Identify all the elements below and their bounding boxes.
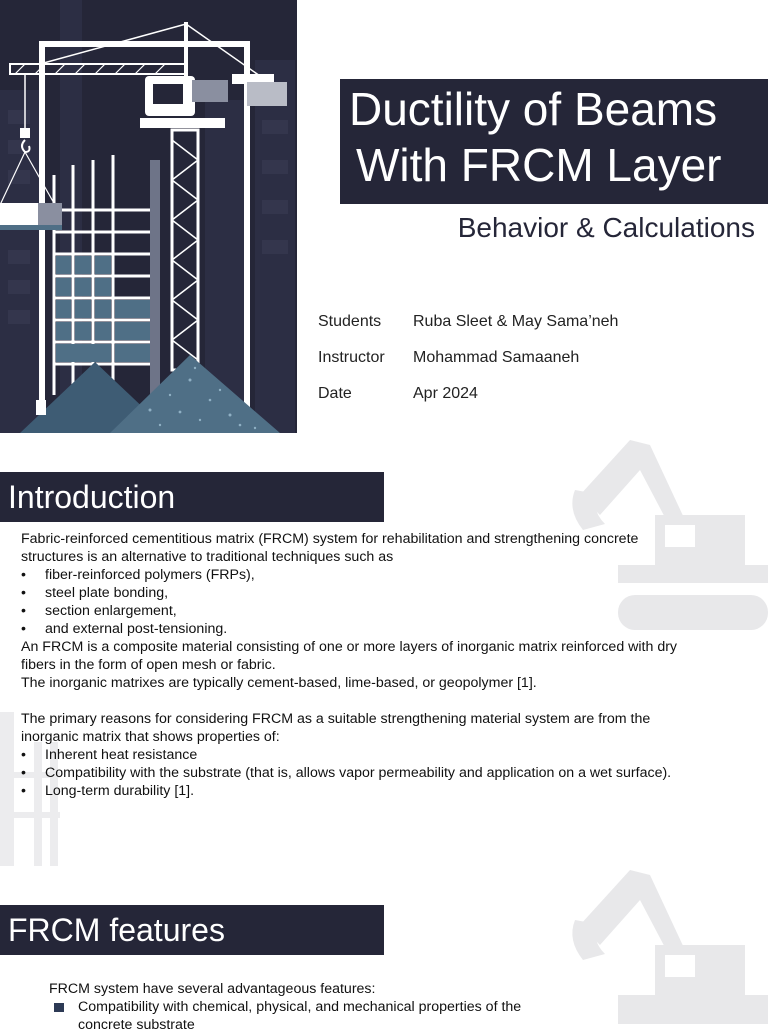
intro-paragraph-line: structures is an alternative to traditional techniques such as [21,549,394,565]
bullet-icon: • [21,603,26,619]
intro-paragraph-line: inorganic matrix that shows properties of: [21,729,280,745]
bullet-icon: • [21,621,26,637]
title-line-2: With FRCM Layer [356,139,722,191]
meta-value: Mohammad Samaaneh [413,349,580,366]
list-item [21,602,741,620]
intro-paragraph-line: The primary reasons for considering FRCM as a suitable strengthening material system are from the [21,711,651,727]
meta-key: Date [318,385,352,402]
intro-paragraph-line: Fabric-reinforced cementitious matrix (FRCM) system for rehabilitation and strengthening concrete [21,531,639,547]
features-heading: FRCM features [0,905,384,955]
bullet-icon: • [21,765,26,781]
bullet-icon: • [21,783,26,799]
features-intro: FRCM system have several advantageous features: [49,981,376,997]
list-item [21,746,741,764]
tower-crane-icon [0,0,297,433]
list-item-text: fiber-reinforced polymers (FRPs), [45,567,255,583]
list-item-text: Compatibility with chemical, physical, and mechanical properties of the [78,999,522,1015]
bullet-icon: • [21,585,26,601]
list-item-text: Long-term durability [1]. [45,783,195,799]
list-item [21,620,741,638]
bullet-icon: • [21,567,26,583]
introduction-heading: Introduction [0,472,384,522]
bullet-icon: • [21,747,26,763]
list-item [21,782,741,800]
meta-key: Students [318,313,382,330]
list-item [21,584,741,602]
list-item-text: and external post-tensioning. [45,621,228,637]
meta-value: Apr 2024 [413,385,478,402]
square-bullet-icon [54,1003,64,1012]
list-item-text: section enlargement, [45,603,177,619]
intro-paragraph-line: fibers in the form of open mesh or fabric. [21,657,276,673]
list-item-text: concrete substrate [78,1017,195,1033]
construction-illustration [0,0,297,433]
intro-paragraph-line: The inorganic matrixes are typically cement-based, lime-based, or geopolymer [1]. [21,675,537,691]
intro-paragraph-line: An FRCM is a composite material consisting of one or more layers of inorganic matrix reinforced with dry [21,639,678,655]
meta-value: Ruba Sleet & May Sama’neh [413,313,619,330]
title-line-1: Ductility of Beams [349,83,718,135]
list-item [21,566,741,584]
list-item-text: Compatibility with the substrate (that is, allows vapor permeability and application on a wet surface). [45,765,672,781]
list-item-text: Inherent heat resistance [45,747,198,763]
features-body [49,980,669,1034]
meta-key: Instructor [318,349,385,366]
list-item [21,764,741,782]
subtitle: Behavior & Calculations [457,212,755,243]
introduction-body [21,530,741,800]
list-item [49,998,669,1034]
title-box [340,79,768,204]
list-item-text: steel plate bonding, [45,585,169,601]
